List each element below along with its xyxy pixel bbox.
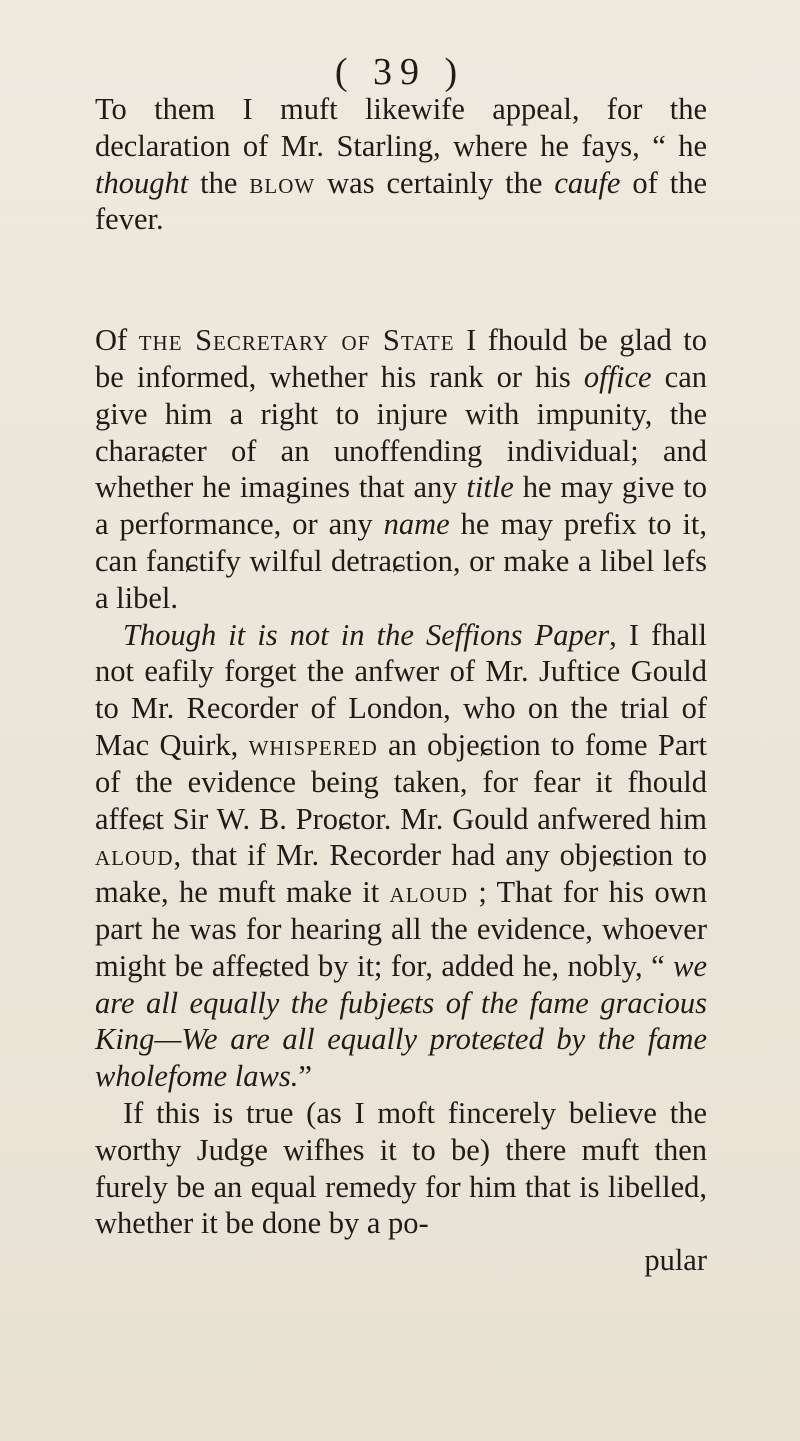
paragraph-1: To them I muft likewife appeal, for the declaration of Mr. Starling, where he fays, “ he thought the blow was certainly the caufe of the fever. <box>95 92 707 237</box>
paragraph-gap <box>95 238 707 322</box>
page-body <box>95 91 707 1279</box>
paragraph-4: If this is true (as I moft fincerely believe the worthy Judge wifhes it to be) there muft then furely be an equal remedy for him that is libelled, whether it be done by a po- <box>95 1095 707 1241</box>
paragraph-3: Though it is not in the Seffions Paper, I fhall not eafily forget the anfwer of Mr. Juftice Gould to Mr. Recorder of London, who on the trial of Mac Quirk, whispered an objeɕtion to fome Part of the evidence being taken, for fear it fhould affeɕt Sir W. B. Proɕtor. Mr. Gould anfwered him aloud, that if Mr. Recorder had any objeɕtion to make, he muft make it aloud ; That for his own part he was for hearing all the evidence, whoever might be affeɕted by it; for, added he, nobly, “ we are all equally the fubjeɕts of the fame gracious King—We are all equally proteɕted by the fame wholefome laws.” <box>95 617 707 1094</box>
catchword: pular <box>644 1243 707 1278</box>
paragraph-2: Of the Secretary of State I fhould be glad to be informed, whether his rank or his office can give him a right to injure with impunity, the charaɕter of an unoffending individual; and whether he imagines that any title he may give to a performance, or any name he may prefix to it, can fanɕtify wilful detraɕtion, or make a libel lefs a libel. <box>95 323 708 615</box>
page-number: ( 39 ) <box>334 51 466 93</box>
